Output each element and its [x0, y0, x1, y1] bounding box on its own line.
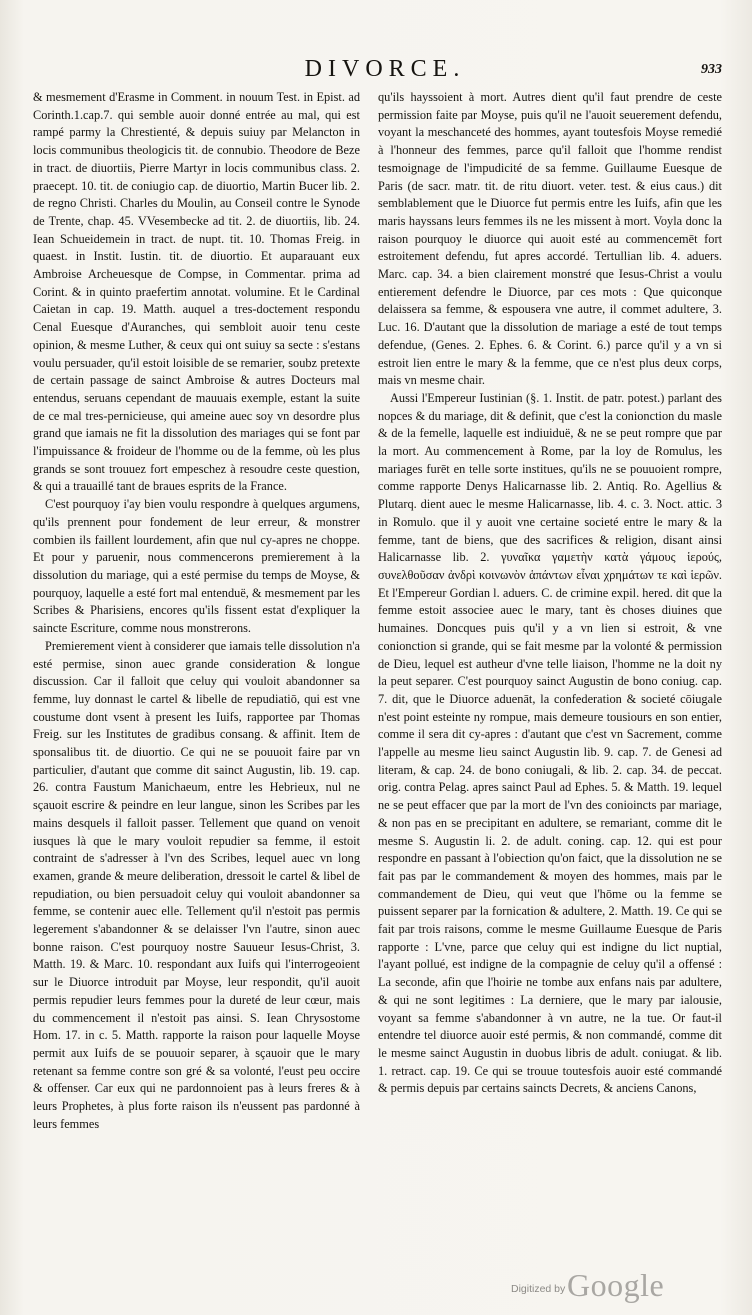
page-number: 933	[701, 62, 722, 77]
paragraph: Premierement vient à considerer que iamais telle dissolution n'a esté permise, sinon auec grande consideration & longue discussion. Car il falloit que celuy qui vouloit abandonner sa femme, luy donnast le cartel & libelle de repudiatiō, qui est vne coustume dont vsent à present les Iuifs, rapportee par Thomas Freig. sur les Institutes de gradibus consang. & affinit. Item de sponsalibus tit. de diuortio. Ce qui ne se pouuoit faire par vn particulier, d'autant que comme dit sainct Augustin, lib. 19. cap. 26. contra Faustum Manichaeum, entre les Hebrieux, nul ne sçauoit escrire & peindre en leur langue, sinon les Scribes par les mains desquels il falloit passer. Tellement que quand on venoit iusques là que le mary vouloit repudier sa femme, il estoit contraint de s'adresser à l'vn des Scribes, lequel auec vn long examen, grande & meure deliberation, dressoit le cartel & libel de repudiation, ou bien persuadoit celuy qui vouloit abandonner sa femme, se contenir auec elle. Tellement qu'il n'estoit pas permis legerement s'abandonner & se delaisser l'vn l'autre, sinon auec bonne raison. C'est pourquoy nostre Sauueur Iesus-Christ, 3. Matth. 19. & Marc. 10. respondant aux Iuifs qui l'interrogeoient sur le Diuorce introduit par Moyse, leur respondit, qu'il auoit permis repudier leurs femmes pour la dureté de leur cœur, mais du commencement il n'estoit pas ainsi. S. Iean Chrysostome Hom. 17. in c. 5. Matth. rapporte la raison pour laquelle Moyse permit aux Iuifs de se pouuoir separer, à sçauoir que le mary retenant sa femme contre son gré & sa volonté, l'eust peu occire & offenser. Car eux qui ne pardonnoient pas à leurs freres & à leurs Prophetes, à plus forte raison ils n'eussent pas pardonné à leurs femmes	[33, 638, 360, 1131]
page-header	[40, 56, 730, 86]
paragraph: C'est pourquoy i'ay bien voulu respondre à quelques argumens, qu'ils prennent pour fondement de leur erreur, & monstrer combien ils faillent lourdement, afin que nul cy-apres ne choppe. Et pour y paruenir, nous commencerons premierement à la dissolution du mariage, qui a esté permise du temps de Moyse, & pourquoy, laquelle a esté fort mal entenduë, & mesmement par les Scribes & Pharisiens, encores qu'ils fissent estat d'expliquer la saincte Escriture, comme nous monstrerons.	[33, 497, 360, 636]
left-column	[33, 89, 360, 1259]
right-column	[378, 89, 722, 1259]
running-title: DIVORCE.	[304, 56, 466, 82]
paragraph: Aussi l'Empereur Iustinian (§. 1. Instit. de patr. potest.) parlant des nopces & du mariage, dit & definit, que c'est la conionction du masle & de la femelle, laquelle est indiuiduë, & ne se peut rompre que par la mort. Au commencement à Rome, par la loy de Romulus, les mariages furēt en telle sorte institues, qu'ils ne se pouuoient rompre, comme rapporte Denys Halicarnasse lib. 2. Antiq. Ro. Agellius & Plutarq. dient auec le mesme Halicarnasse, lib. 4. c. 3. Noct. attic. 3 in Romulo. que il y auoit vne certaine societé entre le mary & la femme, tant de biens, que des sacrifices & religion, disant ainsi Halicarnasse lib. 2. γυναῖκα γαμετὴν κατὰ γάμους ἱερούς, συνελθοῦσαν ἀνδρὶ κοινωνὸν ἁπάντων εἶναι χρημάτων τε καὶ ἱερῶν. Et l'Empereur Gordian l. aduers. C. de crimine expil. hered. dit que la femme estoit associee auec le mary, tant ès choses diuines que humaines. Doncques puis qu'il y a vn lien si estroit, & vne conionction si grande, qui se fait mesme par la volonté & permission de Dieu, lequel est autheur d'vne telle liaison, l'homme ne la doit ny la peut separer. C'est pourquoy sainct Augustin de bono coniug. cap. 7. dit, que le Diuorce aduenāt, la confederation & societé cōiugale n'est point esteinte ny rompue, mais demeure tousiours en son entier, comme il sera dit cy-apres : d'autant que c'est vn Sacrement, comme l'appelle au mesme lieu sainct Augustin lib. 9. cap. 7. de Genesi ad literam, & cap. 24. de bono coniugali, & lib. 2. cap. 34. de peccat. orig. contra Pelag. apres sainct Paul ad Ephes. 5. & Matth. 19. lequel ne se peut effacer que par la mort de l'vn des conioincts par mariage, & non pas en se precipitant en adultere, se remariant, comme dit le mesme S. Augustin li. 2. de adult. coning. cap. 12. qui est pour respondre en passant à l'obiection qu'on faict, que la dissolution ne se fait pas par le commandement & moyen des hommes, mais par le commandement de Dieu, qui veut que l'hōme ou la femme se puissent separer par la fornication & adultere, 2. Matth. 19. Ce qui se fait par trois raisons, comme le mesme Guillaume Euesque de Paris rapporte : L'vne, parce que celuy qui est indigne du lict nuptial, l'ayant pollué, est indigne de la compagnie de celuy qu'il a offensé : La seconde, afin que l'hoirie ne tombe aux enfans nais par adultere, & qui ne sont legitimes : La derniere, que le mary par ialousie, voyant sa femme s'abandonner à vn autre, ne la tue. Or faut-il entendre tel diuorce auoir esté permis, & non commandé, comme dit le mesme sainct Augustin in duobus libris de adult. coniugat. & lib. 1. retract. cap. 19. Ce qui se trouue toutesfois auoir esté commandé & permis depuis par certains saincts Decrets, & anciens Canons,	[378, 390, 722, 1096]
watermark-label: Digitized by	[511, 1283, 566, 1295]
digitized-by-watermark	[511, 1264, 711, 1304]
paragraph: & mesmement d'Erasme in Comment. in nouum Test. in Epist. ad Corinth.1.cap.7. qui semble auoir donné entrée au mal, qui est rampé parmy la Chrestienté, & depuis suiuy par Melancton in locis communibus theologicis tit. de connubio. Theodore de Beze in tract. de diuortiis, Pierre Martyr in locis communibus class. 2. praecept. 10. tit. de coniugio cap. de diuortio, Martin Bucer lib. 2. de regno Christi. Charles du Moulin, au Conseil contre le Synode de Trente, chap. 45. VVesembecke ad tit. 2. de diuortiis, lib. 24. Iean Schueidemein in tract. de nupt. tit. 10. Thomas Freig. in quaest. in Instit. Iustin. tit. de diuortio. Et auparauant eux Ambroise Archeuesque de Compse, in Commentar. prima ad Corint. & in quinto praefertim annotat. volumine. Et le Cardinal Caietan in cap. 19. Matth. auquel a tres-doctement respondu Cenal Euesque d'Auranches, qui sembloit auoir tenu ceste opinion, & mesme Luther, & ceux qui ont suiuy sa secte : s'estans voulu persuader, qu'il estoit loisible de se remarier, soubz pretexte de certain passage de sainct Ambroise & autres Docteurs mal entendus, seruans cependant de mauuais exemple, estant la suite de ce mal tres-pernicieuse, qui ameine auec soy vn desordre plus grand que iamais ne fit la dissolution des mariages qui se font par l'impuissance & froideur de l'homme ou de la femme, où les plus grands se sont trouuez fort empeschez à resoudre ceste question, & qui a trauaillé tant de braues esprits de la France.	[33, 90, 360, 494]
paragraph: qu'ils hayssoient à mort. Autres dient qu'il faut prendre de ceste permission faite par Moyse, puis qu'il ne l'auoit seuerement defendu, voyant la meschanceté des hommes, ayant toutesfois Moyse remedié à l'honneur des femmes, parce qu'il falloit que l'homme rendist tesmoignage de l'impudicité de sa femme. Guillaume Euesque de Paris (de sacr. matr. tit. de ritu diuort. veter. test. & eius caus.) dit semblablement que le Diuorce fut permis entre les Iuifs, afin que les maris hayssans leurs femmes ils ne les missent à mort. Voyla donc la raison pourquoy le diuorce qui auoit esté au commencemēt fort estroitement defendu, fut apres accordé. Tertullian lib. 4. aduers. Marc. cap. 34. a bien clairement monstré que Iesus-Christ a voulu entierement defendre le Diuorce, par ces mots : Que quiconque delaissera sa femme, & espousera vne autre, il commet adultere, 3. Luc. 16. D'autant que la dissolution de mariage a esté de tout temps defendue, (Genes. 2. Ephes. 6. & Corint. 6.) parce qu'il y a vn si estroit lien entre le mary & la femme, que ce n'est plus deux corps, mais vn mesme chair.	[378, 90, 722, 388]
google-logo: Google	[567, 1267, 665, 1303]
